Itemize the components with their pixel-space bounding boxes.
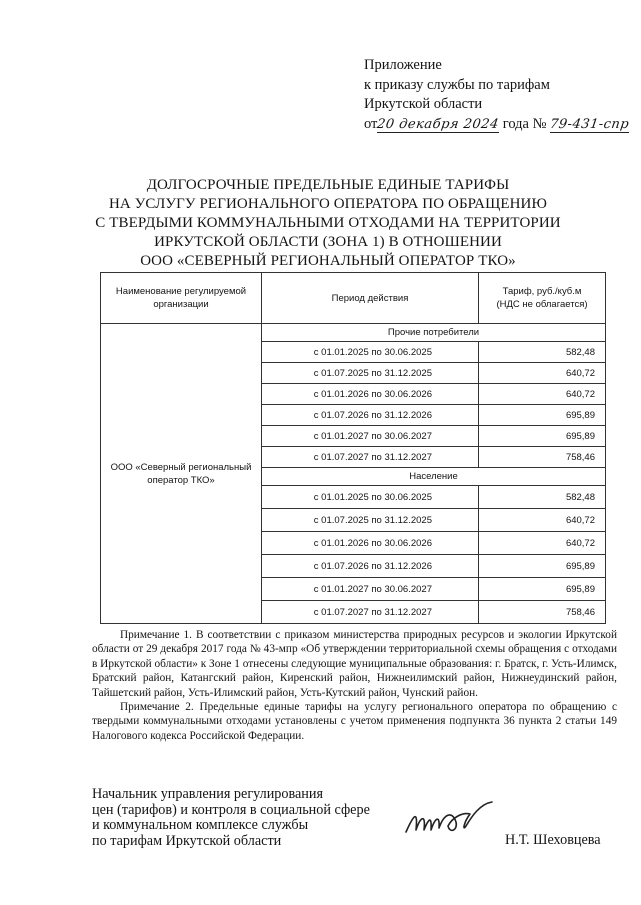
period-cell: с 01.07.2025 по 31.12.2025: [262, 509, 479, 532]
title-line-4: ИРКУТСКОЙ ОБЛАСТИ (ЗОНА 1) В ОТНОШЕНИИ: [154, 234, 502, 250]
signer-title-line-4: по тарифам Иркутской области: [92, 832, 282, 849]
appendix-line-1: Приложение: [364, 57, 442, 73]
tariff-cell: 640,72: [479, 363, 606, 384]
title-line-5: ООО «СЕВЕРНЫЙ РЕГИОНАЛЬНЫЙ ОПЕРАТОР ТКО»: [140, 253, 516, 269]
period-cell: с 01.07.2026 по 31.12.2026: [262, 405, 479, 426]
appendix-header: [364, 56, 629, 134]
notes-section: [92, 628, 617, 743]
period-cell: с 01.01.2027 по 30.06.2027: [262, 578, 479, 601]
signer-title-line-2: цен (тарифов) и контроля в социальной сфере: [92, 801, 370, 818]
header-org: Наименование регулируемой организации: [101, 273, 262, 324]
section-row: [101, 324, 606, 342]
note-1: Примечание 1. В соответствии с приказом министерства природных ресурсов и экологии Иркутской области от 29 декабря 2017 года № 43-мпр «Об утверждении территориальной схемы обращения с отходами в Иркутской области» к Зоне 1 отнесены следующие муниципальные образования: г. Братск, г. Усть-Илимск, Братский район, Катангский район, Киренский район, Нижнеилимский район, Нижнеудинский район, Тайшетский район, Усть-Илимский район, Усть-Кутский район, Чунский район.: [92, 629, 617, 699]
period-cell: с 01.07.2026 по 31.12.2026: [262, 555, 479, 578]
signer-title-line-1: Начальник управления регулирования: [92, 786, 323, 802]
period-cell: с 01.07.2025 по 31.12.2025: [262, 363, 479, 384]
tariff-cell: 582,48: [479, 342, 606, 363]
tariff-cell: 695,89: [479, 578, 606, 601]
tariff-cell: 695,89: [479, 405, 606, 426]
period-cell: с 01.01.2026 по 30.06.2026: [262, 532, 479, 555]
handwritten-number: 79-431-спр: [549, 116, 631, 132]
title-line-2: НА УСЛУГУ РЕГИОНАЛЬНОГО ОПЕРАТОРА ПО ОБРАЩЕНИЮ: [108, 196, 547, 212]
tariff-table: [100, 272, 606, 624]
signature-block: [92, 787, 370, 849]
title-line-1: ДОЛГОСРОЧНЫЕ ПРЕДЕЛЬНЫЕ ЕДИНЫЕ ТАРИФЫ: [146, 177, 510, 193]
from-label: от: [364, 115, 378, 132]
table-header-row: [101, 273, 606, 324]
note-2: Примечание 2. Предельные единые тарифы на услугу регионального оператора по обращению с твердыми коммунальными отходами установлены с учетом применения подпункта 36 пункта 2 статьи 149 Налогового кодекса Российской Федерации.: [92, 701, 617, 742]
tariff-cell: 758,46: [479, 447, 606, 468]
handwritten-date: 20 декабря 2024: [376, 116, 501, 132]
period-cell: с 01.01.2025 по 30.06.2025: [262, 486, 479, 509]
title-line-3: С ТВЕРДЫМИ КОММУНАЛЬНЫМИ ОТХОДАМИ НА ТЕРРИТОРИИ: [95, 215, 561, 231]
period-cell: с 01.01.2027 по 30.06.2027: [262, 426, 479, 447]
period-cell: с 01.07.2027 по 31.12.2027: [262, 447, 479, 468]
document-title: [86, 176, 570, 271]
header-tariff-line-1: Тариф, руб./куб.м: [502, 286, 582, 297]
header-tariff-line-2: (НДС не облагается): [496, 299, 588, 310]
appendix-order-line: [364, 115, 629, 135]
year-label: года №: [502, 115, 547, 132]
header-tariff: [479, 273, 606, 324]
handwritten-signature: [400, 796, 500, 846]
tariff-cell: 640,72: [479, 509, 606, 532]
signer-name: Н.Т. Шеховцева: [505, 832, 601, 848]
period-cell: с 01.01.2026 по 30.06.2026: [262, 384, 479, 405]
appendix-line-2: к приказу службы по тарифам: [364, 76, 550, 93]
appendix-line-3: Иркутской области: [364, 96, 483, 112]
signer-title-line-3: и коммунальном комплексе службы: [92, 817, 309, 833]
tariff-cell: 695,89: [479, 555, 606, 578]
tariff-cell: 695,89: [479, 426, 606, 447]
organization-cell: ООО «Северный региональный оператор ТКО»: [101, 324, 262, 624]
header-period: Период действия: [262, 273, 479, 324]
section-name: Прочие потребители: [262, 324, 606, 342]
tariff-cell: 640,72: [479, 532, 606, 555]
tariff-cell: 640,72: [479, 384, 606, 405]
tariff-cell: 758,46: [479, 601, 606, 624]
section-name: Население: [262, 468, 606, 486]
tariff-cell: 582,48: [479, 486, 606, 509]
period-cell: с 01.07.2027 по 31.12.2027: [262, 601, 479, 624]
period-cell: с 01.01.2025 по 30.06.2025: [262, 342, 479, 363]
